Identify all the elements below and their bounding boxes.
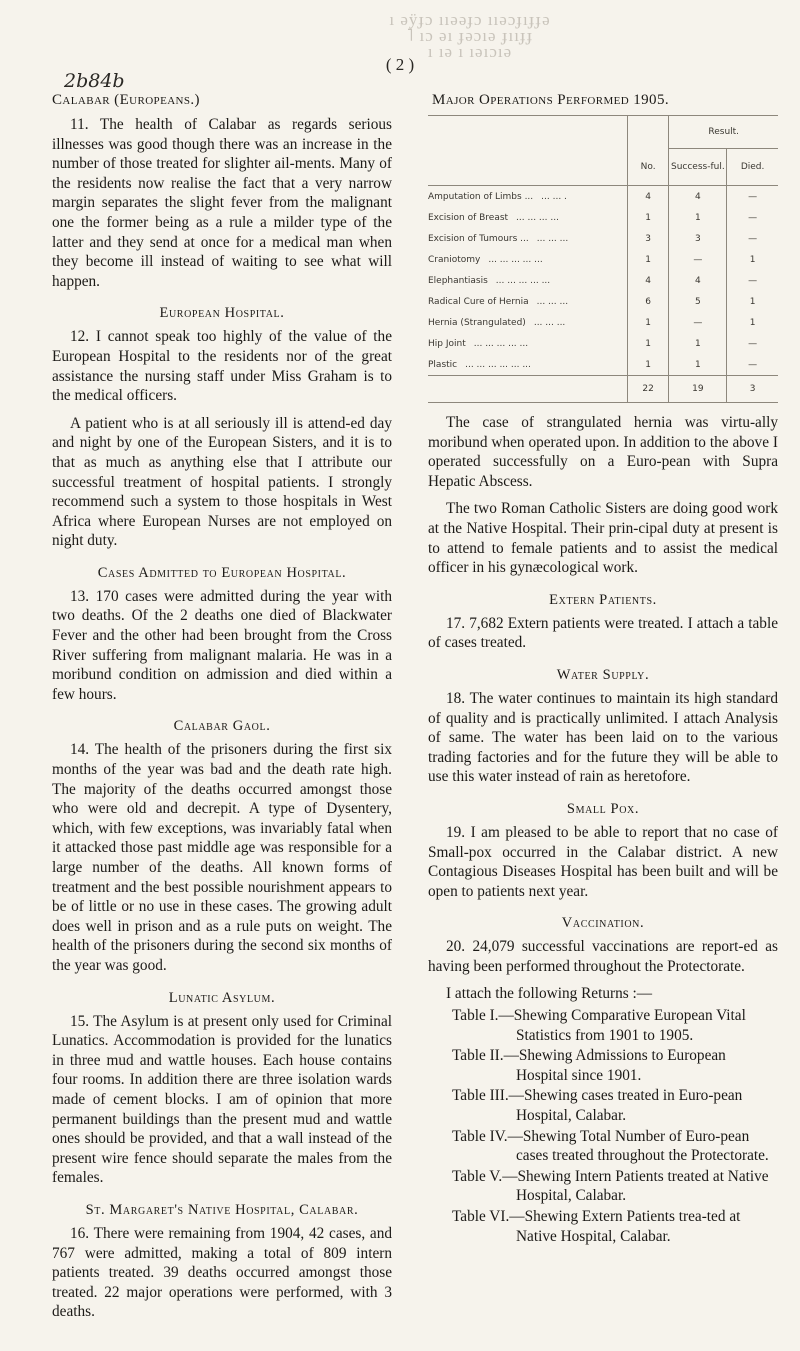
operation-label: Excision of Breast bbox=[428, 212, 509, 223]
leader-dots: ... ... ... ... bbox=[516, 212, 559, 223]
paragraph-12a: 12. I cannot speak too highly of the value of the European Hospital to the residents nor of the great assistance the nursing staff under Miss Graham is to the medical officers. bbox=[52, 328, 392, 405]
totals-row bbox=[428, 376, 778, 403]
bleed-line: ˥ ıɔ ǝı ɟǝɔıǝ ɟııɟɟ bbox=[406, 26, 534, 45]
heading-water-supply: Water Supply. bbox=[556, 666, 650, 683]
operation-row bbox=[428, 207, 778, 228]
operation-died: — bbox=[727, 207, 778, 228]
leader-dots: ... ... ... ... ... bbox=[488, 254, 543, 265]
operation-died: — bbox=[727, 270, 778, 291]
heading-vaccination: Vaccination. bbox=[561, 915, 645, 932]
heading-cases-admitted: Cases Admitted to European Hospital. bbox=[97, 564, 347, 581]
heading-european-hospital: European Hospital. bbox=[159, 305, 285, 322]
operation-name bbox=[428, 312, 627, 333]
operation-count: 3 bbox=[627, 228, 669, 249]
no-header: No. bbox=[627, 149, 669, 186]
operation-died: — bbox=[727, 228, 778, 249]
operations-rows bbox=[428, 186, 778, 376]
paragraph-17: 17. 7,682 Extern patients were treated. I attach a table of cases treated. bbox=[428, 614, 778, 652]
operation-died: — bbox=[727, 333, 778, 354]
handwritten-mark: 2b84b bbox=[64, 70, 125, 92]
heading-extern-patients: Extern Patients. bbox=[549, 591, 657, 608]
operation-count: 1 bbox=[627, 249, 669, 270]
paragraph-18: 18. The water continues to maintain its high standard of quality and is practically unlimited. I attach Analysis of same. The water has been laid on to the various trading factories and for the future they will be able to use this water instead of rain as heretofore. bbox=[428, 689, 778, 786]
operation-row bbox=[428, 186, 778, 208]
operation-name bbox=[428, 291, 627, 312]
paragraph-hernia bbox=[428, 413, 778, 491]
operation-name bbox=[428, 354, 627, 376]
operation-count: 1 bbox=[627, 207, 669, 228]
heading-calabar-gaol: Calabar Gaol. bbox=[173, 718, 271, 735]
paragraph-20: 20. 24,079 successful vaccinations are report-ed as having been performed throughout the Protectorate. bbox=[428, 938, 778, 975]
returns-intro: I attach the following Returns :— bbox=[446, 985, 653, 1003]
left-column bbox=[52, 92, 392, 1330]
leader-dots: ... ... ... ... ... bbox=[473, 338, 529, 349]
paragraph-12b: A patient who is at all seriously ill is attend-ed day and night by one of the European Sisters, and it is to that as much as anything else that I attribute our successful treatment of hospital patients. I strongly recommend such a system to those hospitals in West Africa where European Nurses are not employed on night duty. bbox=[52, 414, 392, 550]
operation-label: Amputation of Limbs ... bbox=[428, 191, 534, 202]
operation-died: — bbox=[727, 186, 778, 208]
running-head-left: Calabar (Europeans.) bbox=[52, 92, 200, 108]
leader-dots: ... ... ... bbox=[536, 233, 569, 244]
operation-successful: 1 bbox=[669, 354, 727, 376]
leader-dots: ... ... ... bbox=[536, 296, 569, 307]
paragraph-15: 15. The Asylum is at present only used for Criminal Lunatics. Accommodation is provided for the lunatics in three mud and wattle houses. Each house contains four rooms. In addition there are three isolation wards made of cement blocks. I am of opinion that more permanent buildings than the present mud and wattle ones should be provided, and that a wall instead of the present wire fence should separate the males from the females. bbox=[52, 1012, 392, 1187]
operation-died: — bbox=[727, 354, 778, 376]
paragraph-16: 16. There were remaining from 1904, 42 cases, and 767 were admitted, making a total of 809 intern patients treated. 39 deaths occurred amongst those treated. 22 major operations were performed, with 3 deaths. bbox=[52, 1224, 392, 1321]
return-item: Table I.—Shewing Comparative European Vital Statistics from 1901 to 1905. bbox=[452, 1007, 746, 1044]
died-header: Died. bbox=[727, 149, 778, 186]
operation-successful: 4 bbox=[669, 270, 727, 291]
operation-count: 1 bbox=[627, 312, 669, 333]
paragraph-sisters: The two Roman Catholic Sisters are doing good work at the Native Hospital. Their prin-cipal duty at present is to attend to female patients and to assist the medical officer in his gynæcological work. bbox=[428, 500, 778, 577]
operation-successful: 3 bbox=[669, 228, 727, 249]
operation-successful: 1 bbox=[669, 333, 727, 354]
return-item: Table II.—Shewing Admissions to European Hospital since 1901. bbox=[452, 1047, 726, 1084]
operation-count: 4 bbox=[627, 270, 669, 291]
leader-dots: ... ... ... bbox=[533, 317, 566, 328]
operation-count: 4 bbox=[627, 186, 669, 208]
operation-label: Hip Joint bbox=[428, 338, 466, 349]
operations-table bbox=[428, 115, 778, 403]
bleed-line: ı ıǝ ı ıǝıɔıǝ bbox=[427, 42, 513, 61]
operation-label: Elephantiasis bbox=[428, 275, 488, 286]
operation-row bbox=[428, 312, 778, 333]
total-died: 3 bbox=[727, 376, 778, 403]
operation-successful: — bbox=[669, 312, 727, 333]
hernia-text: The case of strangulated hernia was virtu-ally moribund when operated upon. In addition to the above I operated successfully on a Euro-pean with Supra Hepatic Abscess. bbox=[428, 414, 778, 490]
paragraph-19: 19. I am pleased to be able to report that no case of Small-pox occurred in the Calabar district. A new Contagious Diseases Hospital has been built and will be open to patients next year. bbox=[428, 823, 778, 900]
leader-dots: ... ... ... ... ... bbox=[495, 275, 551, 286]
successful-header: Success-ful. bbox=[669, 149, 727, 186]
total-no: 22 bbox=[627, 376, 669, 403]
total-successful: 19 bbox=[669, 376, 727, 403]
operation-row bbox=[428, 228, 778, 249]
return-item: Table III.—Shewing cases treated in Euro-pean Hospital, Calabar. bbox=[452, 1087, 743, 1125]
return-item: Table VI.—Shewing Extern Patients trea-ted at Native Hospital, Calabar. bbox=[452, 1208, 741, 1245]
result-header: Result. bbox=[669, 116, 778, 149]
page-number: ( 2 ) bbox=[385, 55, 415, 74]
heading-st-margarets: St. Margaret's Native Hospital, Calabar. bbox=[85, 1201, 359, 1218]
operation-name bbox=[428, 186, 627, 208]
operation-successful: 4 bbox=[669, 186, 727, 208]
heading-small-pox: Small Pox. bbox=[566, 800, 640, 817]
operation-name bbox=[428, 207, 627, 228]
operation-count: 1 bbox=[627, 333, 669, 354]
operation-died: 1 bbox=[727, 249, 778, 270]
return-item: Table V.—Shewing Intern Patients treated at Native Hospital, Calabar. bbox=[452, 1167, 769, 1205]
operation-label: Plastic bbox=[428, 359, 458, 370]
operation-name bbox=[428, 270, 627, 291]
operation-successful: 1 bbox=[669, 207, 727, 228]
operation-label: Radical Cure of Hernia bbox=[428, 296, 529, 307]
operation-row bbox=[428, 354, 778, 376]
operation-row bbox=[428, 291, 778, 312]
return-item: Table IV.—Shewing Total Number of Euro-pean cases treated throughout the Protectorate. bbox=[452, 1127, 769, 1165]
heading-lunatic-asylum: Lunatic Asylum. bbox=[168, 989, 276, 1006]
paragraph-14: 14. The health of the prisoners during the first six months of the year was bad and the death rate high. The majority of the deaths occurred amongst those who were old and decrepit. A type of Dysentery, which, with few exceptions, was invariably fatal when it attacked those past middle age was responsible for a large number of the deaths. All known forms of treatment and the best possible nourishment appears to be of little or no use in these cases. The growing adult does well in prison and as a rule puts on weight. The health of the prisoners during the second six months of the year was good. bbox=[52, 741, 392, 974]
bleed-line: ı ǝÿɟɔ ııǝǝɟɔ ııǝɔɟıɟɟǝ bbox=[389, 10, 551, 29]
operation-count: 1 bbox=[627, 354, 669, 376]
operation-label: Hernia (Strangulated) bbox=[428, 317, 526, 328]
paragraph-11: 11. The health of Calabar as regards serious illnesses was good though there was an increase in the number of those treated for slighter ail-ments. Many of the residents now realise the fact that a very narrow margin separates the slight fever from the malignant one the former being as a rule a milder type of the latter and they send at once for a medical man when they become ill instead of waiting to see what will happen. bbox=[52, 116, 392, 290]
operation-row bbox=[428, 249, 778, 270]
paragraph-13: 13. 170 cases were admitted during the year with two deaths. Of the 2 deaths one died of Blackwater Fever and the other had been brought from the Cross River suffering from malignant malaria. He was in a moribund condition on admission and died within a few hours. bbox=[52, 587, 392, 703]
operation-name bbox=[428, 228, 627, 249]
operation-name bbox=[428, 333, 627, 354]
operation-died: 1 bbox=[727, 291, 778, 312]
operation-successful: — bbox=[669, 249, 727, 270]
operation-label: Craniotomy bbox=[428, 254, 481, 265]
returns-list bbox=[428, 1006, 778, 1246]
operation-row bbox=[428, 333, 778, 354]
operation-died: 1 bbox=[727, 312, 778, 333]
operation-count: 6 bbox=[627, 291, 669, 312]
operation-successful: 5 bbox=[669, 291, 727, 312]
operation-row bbox=[428, 270, 778, 291]
operation-label: Excision of Tumours ... bbox=[428, 233, 529, 244]
leader-dots: ... ... . bbox=[541, 191, 567, 202]
leader-dots: ... ... ... ... ... ... bbox=[465, 359, 531, 370]
running-head-right: Major Operations Performed 1905. bbox=[432, 92, 670, 108]
right-column bbox=[428, 92, 778, 1247]
operation-name bbox=[428, 249, 627, 270]
